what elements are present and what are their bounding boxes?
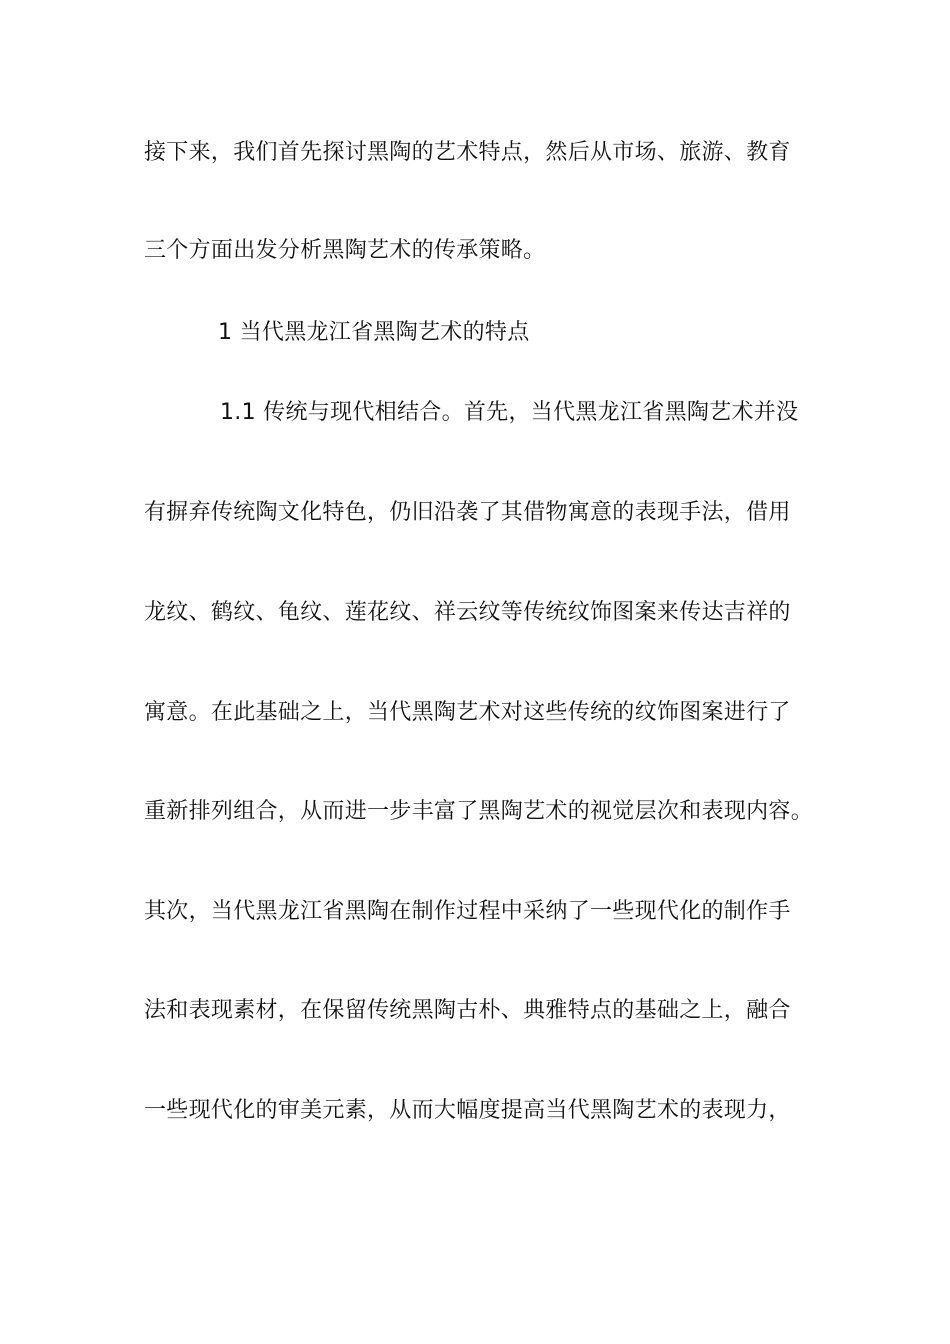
paragraph-line: 一些现代化的审美元素，从而大幅度提高当代黑陶艺术的表现力， (144, 1098, 791, 1123)
section-heading: 1 当代黑龙江省黑陶艺术的特点 (218, 320, 530, 345)
paragraph-line: 重新排列组合，从而进一步丰富了黑陶艺术的视觉层次和表现内容。 (144, 799, 814, 824)
subsection-line: 1.1 传统与现代相结合。首先，当代黑龙江省黑陶艺术并没 (220, 400, 799, 425)
paragraph-line: 其次，当代黑龙江省黑陶在制作过程中采纳了一些现代化的制作手 (144, 899, 791, 924)
paragraph-line: 龙纹、鹤纹、龟纹、莲花纹、祥云纹等传统纹饰图案来传达吉祥的 (144, 600, 791, 625)
paragraph-line: 三个方面出发分析黑陶艺术的传承策略。 (144, 238, 546, 263)
paragraph-line: 法和表现素材，在保留传统黑陶古朴、典雅特点的基础之上，融合 (144, 998, 791, 1023)
paragraph-line: 接下来，我们首先探讨黑陶的艺术特点，然后从市场、旅游、教育 (144, 140, 791, 165)
paragraph-line: 有摒弃传统陶文化特色，仍旧沿袭了其借物寓意的表现手法，借用 (144, 500, 791, 525)
paragraph-line: 寓意。在此基础之上，当代黑陶艺术对这些传统的纹饰图案进行了 (144, 700, 791, 725)
